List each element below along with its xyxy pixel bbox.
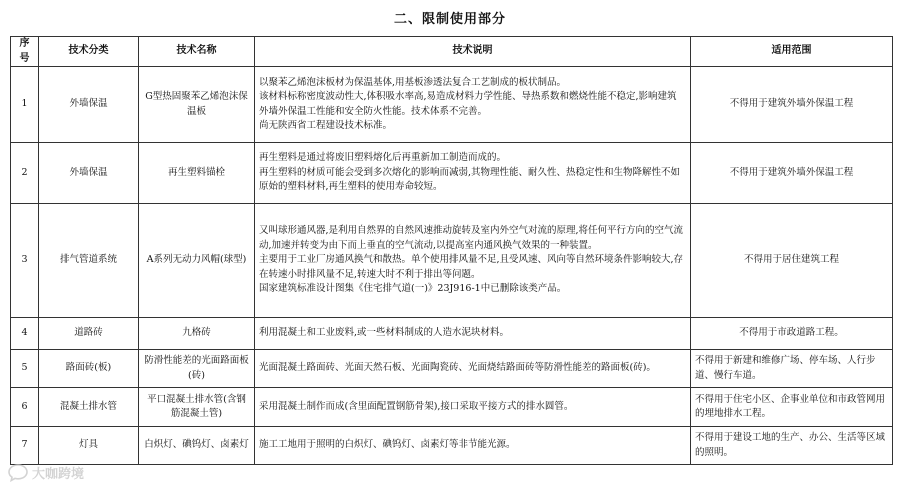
description-line: 再生塑料的材质可能会受到多次熔化的影响而减弱,其物理性能、耐久性、热稳定性和生物降解性不如原始的塑料材料,再生塑料的使用寿命较短。 (259, 166, 681, 193)
header-description: 技术说明 (255, 37, 691, 67)
description-line: 光面混凝土路面砖、光面天然石板、光面陶瓷砖、光面烧结路面砖等防滑性能差的路面板(砖)。 (259, 362, 656, 374)
description-line: 再生塑料是通过将废旧塑料熔化后再重新加工制造而成的。 (259, 152, 507, 164)
cell-category: 道路砖 (39, 318, 139, 350)
cell-category: 外墙保温 (39, 67, 139, 143)
cell-no: 5 (11, 350, 39, 388)
header-category: 技术分类 (39, 37, 139, 67)
cell-name: A系列无动力风帽(球型) (139, 204, 255, 318)
description-line: 主要用于工业厂房通风换气和散热。单个使用排风量不足,且受风速、风向等自然环境条件影响较大,存在转速小时排风量不足,转速大时不利于排出等问题。 (259, 254, 684, 280)
cell-category: 灯具 (39, 427, 139, 465)
cell-description (255, 143, 691, 204)
cell-name: 平口混凝土排水管(含钢筋混凝土管) (139, 388, 255, 427)
description-line: 该材料标称密度波动性大,体积吸水率高,易造成材料力学性能、导热系数和燃烧性能不稳定,影响建筑外墙外保温工性能和安全防火性能。技术体系不完善。 (259, 91, 677, 117)
header-no: 序号 (11, 37, 39, 67)
cell-no: 2 (11, 143, 39, 204)
cell-no: 3 (11, 204, 39, 318)
description-line: 施工工地用于照明的白炽灯、碘钨灯、卤素灯等非节能光源。 (259, 439, 516, 451)
cell-description (255, 350, 691, 388)
cell-description (255, 67, 691, 143)
cell-scope: 不得用于市政道路工程。 (691, 318, 893, 350)
cell-scope: 不得用于建筑外墙外保温工程 (691, 67, 893, 143)
cell-description (255, 318, 691, 350)
cell-name: 再生塑料锚栓 (139, 143, 255, 204)
cell-description (255, 427, 691, 465)
restricted-tech-table (10, 36, 893, 465)
table-row (11, 318, 893, 350)
description-line: 利用混凝土和工业废料,或一些材料制成的人造水泥块材料。 (259, 327, 510, 339)
header-scope: 适用范围 (691, 37, 893, 67)
cell-description (255, 204, 691, 318)
table-row (11, 67, 893, 143)
cell-name: 防滑性能差的光面路面板(砖) (139, 350, 255, 388)
cell-scope: 不得用于居住建筑工程 (691, 204, 893, 318)
cell-category: 外墙保温 (39, 143, 139, 204)
description-line: 采用混凝土制作而成(含里面配置钢筋骨架),接口采取平接方式的排水圆管。 (259, 400, 574, 412)
description-line: 以聚苯乙烯泡沫板材为保温基体,用基板渗透法复合工艺制成的板状制品。 (259, 76, 567, 88)
table-header-row (11, 37, 893, 67)
cell-no: 6 (11, 388, 39, 427)
cell-category: 排气管道系统 (39, 204, 139, 318)
cell-category: 路面砖(板) (39, 350, 139, 388)
cell-scope: 不得用于新建和维修广场、停车场、人行步道、慢行车道。 (691, 350, 893, 388)
table-row (11, 427, 893, 465)
description-line: 尚无陕西省工程建设技术标准。 (259, 120, 393, 131)
table-row (11, 388, 893, 427)
description-line: 又叫球形通风器,是利用自然界的自然风速推动旋转及室内外空气对流的原理,将任何平行方向的空气流动,加速并转变为由下而上垂直的空气流动,以提高室内通风换气效果的一种装置。 (259, 225, 684, 251)
cell-scope: 不得用于建筑外墙外保温工程 (691, 143, 893, 204)
header-name: 技术名称 (139, 37, 255, 67)
cell-scope: 不得用于住宅小区、企事业单位和市政管网用的埋地排水工程。 (691, 388, 893, 427)
cell-name: 白炽灯、碘钨灯、卤素灯 (139, 427, 255, 465)
watermark-text: 大咖跨境 (32, 467, 85, 482)
watermark (8, 463, 84, 482)
cell-no: 7 (11, 427, 39, 465)
cell-no: 4 (11, 318, 39, 350)
cell-description (255, 388, 691, 427)
cell-name: 九格砖 (139, 318, 255, 350)
table-row (11, 204, 893, 318)
cell-no: 1 (11, 67, 39, 143)
chat-bubble-icon (8, 464, 28, 482)
table-row (11, 350, 893, 388)
cell-name: G型热固聚苯乙烯泡沫保温板 (139, 67, 255, 143)
description-line: 国家建筑标准设计图集《住宅排气道(一)》23J916-1中已删除该类产品。 (259, 283, 567, 295)
table-row (11, 143, 893, 204)
section-title: 二、限制使用部分 (393, 12, 506, 27)
cell-scope: 不得用于建设工地的生产、办公、生活等区域的照明。 (691, 427, 893, 465)
cell-category: 混凝土排水管 (39, 388, 139, 427)
